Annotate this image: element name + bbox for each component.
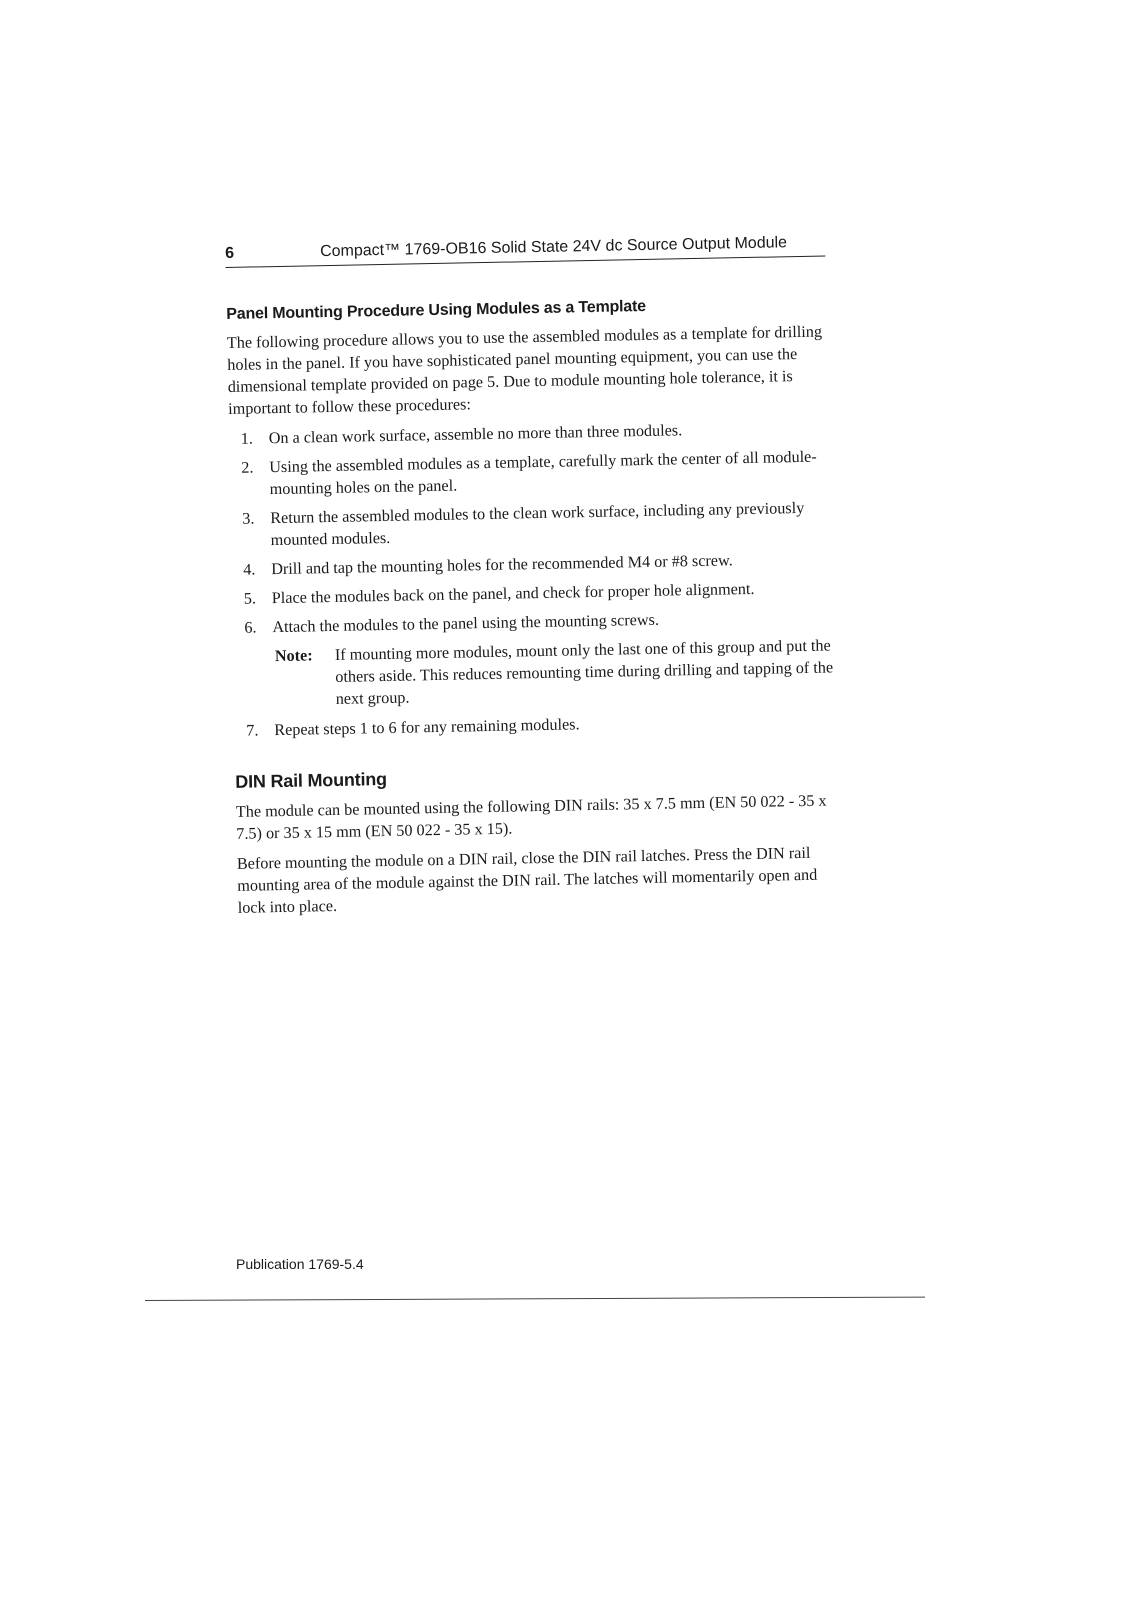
list-item [231,547,831,581]
step-number: 2. [241,458,254,477]
din-rail-paragraph-1: The module can be mounted using the following DIN rails: 35 x 7.5 mm (EN 50 022 - 35 x 7.5) or 35 x 15 mm (EN 50 022 - 35 x 15). [235,791,827,843]
list-item [232,605,832,639]
step-text: Place the modules back on the panel, and check for proper hole alignment. [271,579,755,608]
din-rail-paragraph-2: Before mounting the module on a DIN rail, close the DIN rail latches. Press the DIN rail mounting area of the module against the DIN rail. The latches will momentarily open and lock into place. [236,843,818,917]
step-number: 5. [243,589,257,608]
list-item [234,708,834,742]
list-item [232,576,832,610]
step-text: Repeat steps 1 to 6 for any remaining modules. [274,715,580,740]
list-item [230,496,831,552]
step-number: 6. [244,618,257,637]
note-text: If mounting more modules, mount only the last one of this group and put the others aside. This reduces remounting time during drilling and tapping of the next group. [334,636,834,708]
publication-footer: Publication 1769-5.4 [236,1256,364,1272]
step-number: 7. [246,721,259,740]
note-label: Note: [274,646,313,666]
step-number: 3. [242,509,255,528]
step-text: Attach the modules to the panel using the mounting screws. [272,610,660,637]
bottom-divider [145,1297,925,1301]
page-number: 6 [225,244,235,262]
note-block [275,634,834,711]
section-heading-panel-mounting: Panel Mounting Procedure Using Modules as a Template [226,297,647,323]
step-text: On a clean work surface, assemble no more than three modules. [268,421,683,448]
running-title: Compact™ 1769-OB16 Solid State 24V dc Source Output Module [319,234,788,261]
step-number: 4. [243,560,256,579]
procedure-steps [229,416,833,638]
section-heading-din-rail: DIN Rail Mounting [235,768,388,792]
list-item [229,445,830,501]
step-text: Return the assembled modules to the clean work surface, including any previously mounted modules. [270,498,805,550]
procedure-steps-continued [234,708,834,742]
page-header [225,233,825,268]
step-text: Using the assembled modules as a template, carefully mark the center of all module-mounting holes on the panel. [269,447,817,499]
page-content [225,233,838,926]
intro-paragraph: The following procedure allows you to use the assembled modules as a template for drilling holes in the panel. If you have sophisticated panel mounting equipment, you can use the dimensional template provided on page 5. Due to module mounting hole tolerance, it is important to follow these procedures: [226,322,823,418]
list-item [229,416,829,450]
step-number: 1. [240,429,254,448]
step-text: Drill and tap the mounting holes for the recommended M4 or #8 screw. [271,551,733,579]
